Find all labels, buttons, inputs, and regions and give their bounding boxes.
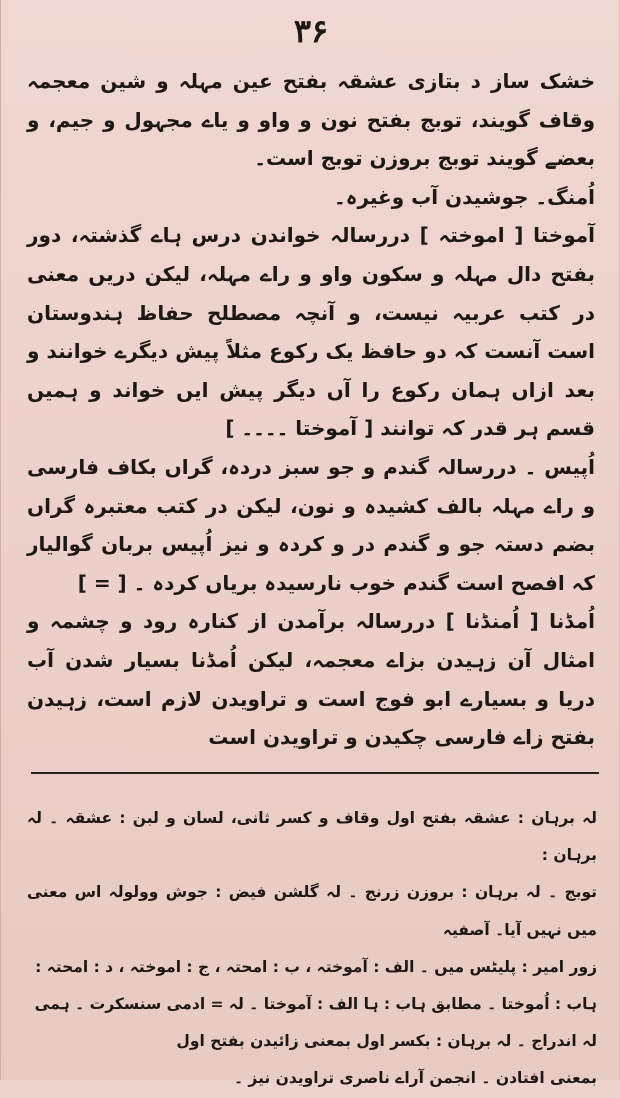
entry-paragraph: اُمنگ۔ جوشیدن آب وغیرہ۔ — [334, 184, 595, 209]
entry-paragraph: خشک ساز د بتازی عشقہ بفتح عین مہلہ و شین معجمہ وقاف گویند، توبج بفتح نون و واو و یاے مجہول و جیم، و بعضے گویند توبج بروزن توبج است۔ — [27, 69, 595, 171]
main-text — [27, 62, 595, 757]
entry-paragraph: اُمڈنا [ اُمنڈنا ] دررسالہ برآمدن از کنارہ رود و چشمہ و امثال آن زہیدن بزاے معجمہ، لیکن اُمڈنا بسیار شدن آب دریا و بسیارے ابو فوج است و تراویدن لازم است، زہیدن بفتح زاے فارسی چکیدن و تراویدن است — [27, 609, 595, 750]
page-number: ۳۶ — [293, 12, 329, 50]
footnote-line: توبج ۔ لہ برہان : بروزن زرنج ۔ لہ گلشن فیض : جوش وولولہ اس معنی میں نہیں آیا۔ آصفیہ — [27, 883, 597, 939]
entry-paragraph: آموختا [ اموختہ ] دررسالہ خواندن درس ہاے گذشتہ، دور بفتح دال مہلہ و سکون واو و راے مہلہ، لیکن دریں معنی در کتب عربیہ نیست، و آنچہ مصطلح حفاظ ہندوستان است آنست کہ دو حافظ یک رکوع مثلاً پیش دیگرے خوانند و بعد ازاں ہمان رکوع را آں دیگر پیش ایں خواند و ہمیں قسم ہر قدر کہ توانند [ آموختا ۔۔۔۔ ] — [27, 223, 595, 441]
footnote-line: بمعنی افتادن ۔ انجمن آراے ناصری تراویدن نیز ۔ — [233, 1069, 597, 1088]
footnotes — [27, 800, 597, 1098]
footnote-line: ہاب : اُموختا ۔ مطابق ہاب : ہا الف : آموختا ۔ لہ = ادمی سنسکرت ۔ ہمی — [34, 995, 597, 1014]
footnote-line: لہ برہان : عشقہ بفتح اول وقاف و کسر ثانی، لسان و لبن : عشقہ ۔ لہ برہان : — [27, 809, 597, 865]
footnote-line: زور امیر : پلیٹس میں ۔ الف : آموختہ ، ب : امحتہ ، ج : اموختہ ، د : امحتہ : — [35, 957, 597, 976]
footnote-divider — [31, 772, 599, 774]
entry-paragraph: اُپیس ۔ دررسالہ گندم و جو سبز دردہ، گراں بکاف فارسی و راے مہلہ بالف کشیدہ و نون، لیکن در کتب معتبرہ گراں بضم دستہ جو و گندم در و کردہ و نیز اُپیس بربان گوالیار کہ افصح است گندم خوب نارسیدہ بریاں کردہ ۔ [ = ] — [27, 454, 595, 595]
footnote-line: لہ اندراج ۔ لہ برہان : بکسر اول بمعنی زائیدن بفتح اول — [176, 1032, 597, 1051]
